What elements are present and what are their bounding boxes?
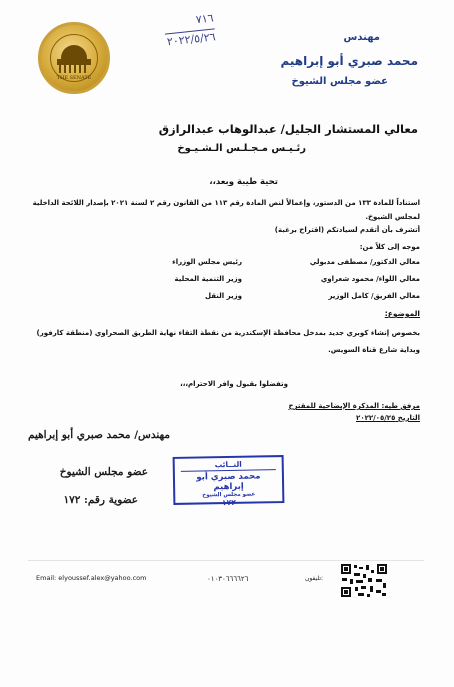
logo-caption: THE SENATE: [56, 75, 92, 81]
minister-row: [20, 258, 420, 272]
addressee-subtitle: رئـيـس مـجـلـس الـشـيـوخ: [177, 143, 306, 154]
letterhead-role: عضو مجلس الشيوخ: [291, 76, 388, 87]
stamp-line-1: النــائب: [214, 459, 242, 470]
footer-email: Email: elyoussef.alex@yahoo.com: [36, 574, 147, 582]
logo-columns-shape: [59, 65, 89, 73]
directed-to-label: موجه إلى كلاً من:: [359, 243, 420, 251]
minister-title: وزير التنمية المحلية: [174, 275, 242, 283]
closing-line: وتفضلوا بقبول وافر الاحترام،،،: [180, 380, 288, 388]
subject-text: بخصوص إنشاء كوبري جديد بمدخل محافظة الإسكندرية من نقطة التقاء نهاية الطريق الصحراوي (منطقة كارفور) وبداية شارع قناة السويس.: [36, 329, 420, 354]
minister-row: [20, 292, 420, 306]
footer-phone: ٠١٠٣٠٦٦٦٦٢٦: [207, 575, 249, 583]
footer-phone-label: تليفون:: [305, 575, 324, 582]
handwritten-reference: [143, 10, 217, 57]
letter-date: التاريخ ٢٠٢٢/٠٥/٢٥: [356, 414, 420, 422]
letterhead-name: محمد صبري أبو إبراهيم: [280, 54, 418, 68]
minister-name: معالي اللواء/ محمود شعراوي: [320, 275, 420, 283]
qr-code-icon: [341, 564, 387, 597]
stamp-line-4: ١٧٢: [221, 497, 236, 508]
senate-logo: [38, 22, 110, 94]
handwritten-ref-number: ٧١٦: [195, 11, 215, 27]
official-stamp: [173, 455, 285, 508]
stamp-line-2: محمد صبري أبو إبراهيم: [181, 469, 276, 493]
greeting: تحية طيبة وبعد،،: [209, 177, 278, 187]
subject-label: الموضوع:: [384, 309, 420, 318]
signature-membership: عضوية رقم: ١٧٢: [63, 494, 138, 506]
stamp-line-3: عضو مجلس الشيوخ: [202, 491, 256, 499]
attachment-note: مرفق طيه: المذكرة الإيضاحية للمقترح: [288, 402, 420, 410]
letterhead-title: مهندس: [343, 32, 380, 43]
addressee-line: معالي المستشار الجليل/ عبدالوهاب عبدالرازق: [158, 122, 418, 136]
paragraph-proposal: أتشرف بأن أتقدم لسيادتكم (اقتراح برغبة): [274, 226, 420, 234]
minister-title: وزير النقل: [205, 292, 242, 300]
minister-name: معالي الفريق/ كامل الوزير: [328, 292, 420, 300]
signature-role: عضو مجلس الشيوخ: [59, 466, 148, 478]
minister-title: رئيس مجلس الوزراء: [172, 258, 242, 266]
footer-divider: [28, 560, 424, 561]
minister-name: معالي الدكتور/ مصطفى مدبولي: [309, 258, 420, 266]
signature-name: مهندس/ محمد صبري أبو إبراهيم: [27, 429, 170, 441]
handwritten-ref-date: ٢٠٢٢/٥/٢٦: [166, 30, 217, 49]
paragraph-legal-basis: استناداً للمادة ١٣٣ من الدستور، وإعمالاً لنص المادة رقم ١١٣ من القانون رقم ٢ لسنة ٢٠٢١ بإصدار اللائحة الداخلية لمجلس الشيوخ.: [32, 199, 420, 221]
minister-row: [20, 275, 420, 289]
